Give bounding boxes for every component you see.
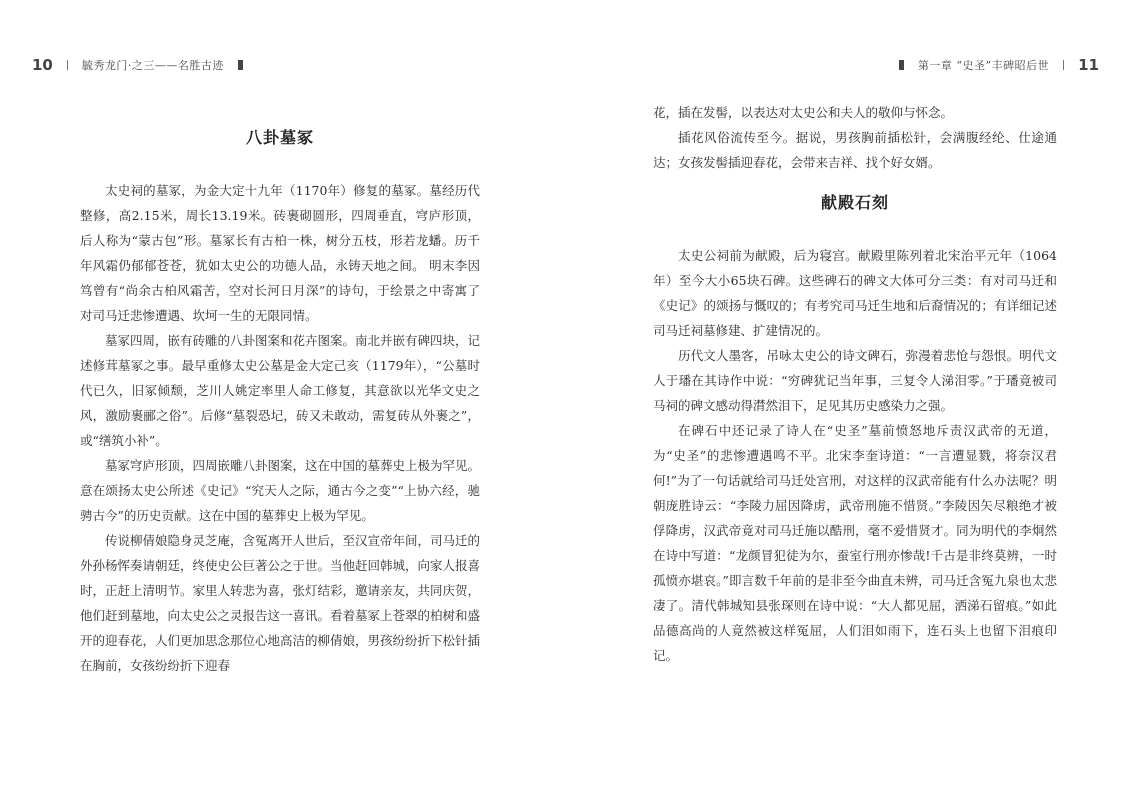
page-number: 10 [32,56,53,74]
paragraph: 墓冢四周，嵌有砖雕的八卦图案和花卉图案。南北并嵌有碑四块，记述修茸墓冢之事。最早重修太史公墓是金大定己亥（1179年），“公墓时代已久，旧冢倾颓，芝川人姚定率里人命工修复，其意欲以光华文史之风，激励裹郦之俗”。后修“墓裂恐圮，砖又未敢动，需复砖从外裹之”，或“缮筑小补”。 [80,333,481,448]
paragraph: 传说柳倩娘隐身灵芝庵，含冤离开人世后，至汉宣帝年间，司马迁的外孙杨恽奏请朝廷，终使史公巨著公之于世。当他赶回韩城，向家人报喜时，正赶上清明节。家里人转悲为喜，张灯结彩，邀请亲友，共同庆贺，他们赶到墓地，向太史公之灵报告这一喜讯。看着墓冢上苍翠的柏树和盛开的迎春花，人们更加思念那位心地高洁的柳倩娘，男孩纷纷折下松针插在胸前，女孩纷纷折下迎春 [80,533,481,673]
right-page-header [899,55,1099,75]
right-page-body [653,100,1057,668]
header-bar-icon [899,60,904,70]
left-page [0,0,566,799]
header-divider [67,60,68,70]
section-title: 八卦墓冢 [245,128,314,147]
running-title: 第一章 “史圣”丰碑昭后世 [917,59,1050,72]
paragraph: 插花风俗流传至今。据说，男孩胸前插松针，会满腹经纶、仕途通达；女孩发髻插迎春花，会带来吉祥、找个好女婿。 [653,130,1057,170]
running-title: 毓秀龙门·之三——名胜古迹 [81,59,224,72]
paragraph: 历代文人墨客，吊咏太史公的诗文碑石，弥漫着悲怆与怨恨。明代文人于璠在其诗作中说：“穷碑犹记当年事，三复令人涕泪零。”于璠竟被司马祠的碑文感动得潸然泪下，足见其历史感染力之强。 [653,348,1057,413]
paragraph: 墓冢穹庐形顶，四周嵌雕八卦图案，这在中国的墓葬史上极为罕见。意在颂扬太史公所述《史记》“究天人之际，通古今之变”“上协六经，驰骋古今”的历史贡献。这在中国的墓葬史上极为罕见。 [80,458,481,523]
header-divider [1063,60,1064,70]
left-page-header [32,55,243,75]
paragraph: 在碑石中还记录了诗人在“史圣”墓前愤怒地斥责汉武帝的无道，为“史圣”的悲惨遭遇鸣不平。北宋李奎诗道：“一言遭显戮，将奈汉君何!”为了一句话就给司马迁处宫刑，对这样的汉武帝能有什么办法呢？明朝庞胜诗云：“李陵力屈因降虏，武帝刑施不惜贤。”李陵因矢尽粮绝才被俘降虏，汉武帝竟对司马迁施以酷刑，毫不爱惜贤才。同为明代的李炯然在诗中写道：“龙颜冒犯徒为尔，蚕室行刑亦惨哉!千古是非终莫辨，一时孤愤亦堪哀。”即言数千年前的是非至今曲直未辨，司马迁含冤九泉也太悲凄了。清代韩城知县张琛则在诗中说：“大人都见屈，洒涕石留痕。”如此品德高尚的人竟然被这样冤屈，人们泪如雨下，连石头上也留下泪痕印记。 [653,423,1057,663]
section-title: 献殿石刻 [820,193,889,212]
left-page-body [80,124,480,678]
paragraph: 太史祠的墓冢，为金大定十九年（1170年）修复的墓冢。墓经历代整修，高2.15米，周长13.19米。砖裹砌圆形，四周垂直，穹庐形顶，后人称为“蒙古包”形。墓冢长有古柏一株，树分五枝，形若龙蟠。历千年风霜仍郁郁苍苍，犹如太史公的功德人品，永铸天地之间。 明末李因笃曾有“尚余古柏风霜苦，空对长河日月深”的诗句，于绘景之中寄寓了对司马迁悲惨遭遇、坎坷一生的无限同情。 [80,183,480,323]
right-page [567,0,1133,799]
header-bar-icon [238,60,243,70]
paragraph: 花，插在发髻，以表达对太史公和夫人的敬仰与怀念。 [653,105,954,120]
paragraph: 太史公祠前为献殿，后为寝宫。献殿里陈列着北宋治平元年（1064年）至今大小65块石碑。这些碑石的碑文大体可分三类：有对司马迁和《史记》的颂扬与慨叹的；有考究司马迁生地和后裔情况的；有详细记述司马迁祠墓修建、扩建情况的。 [653,248,1057,338]
page-number: 11 [1078,56,1099,74]
